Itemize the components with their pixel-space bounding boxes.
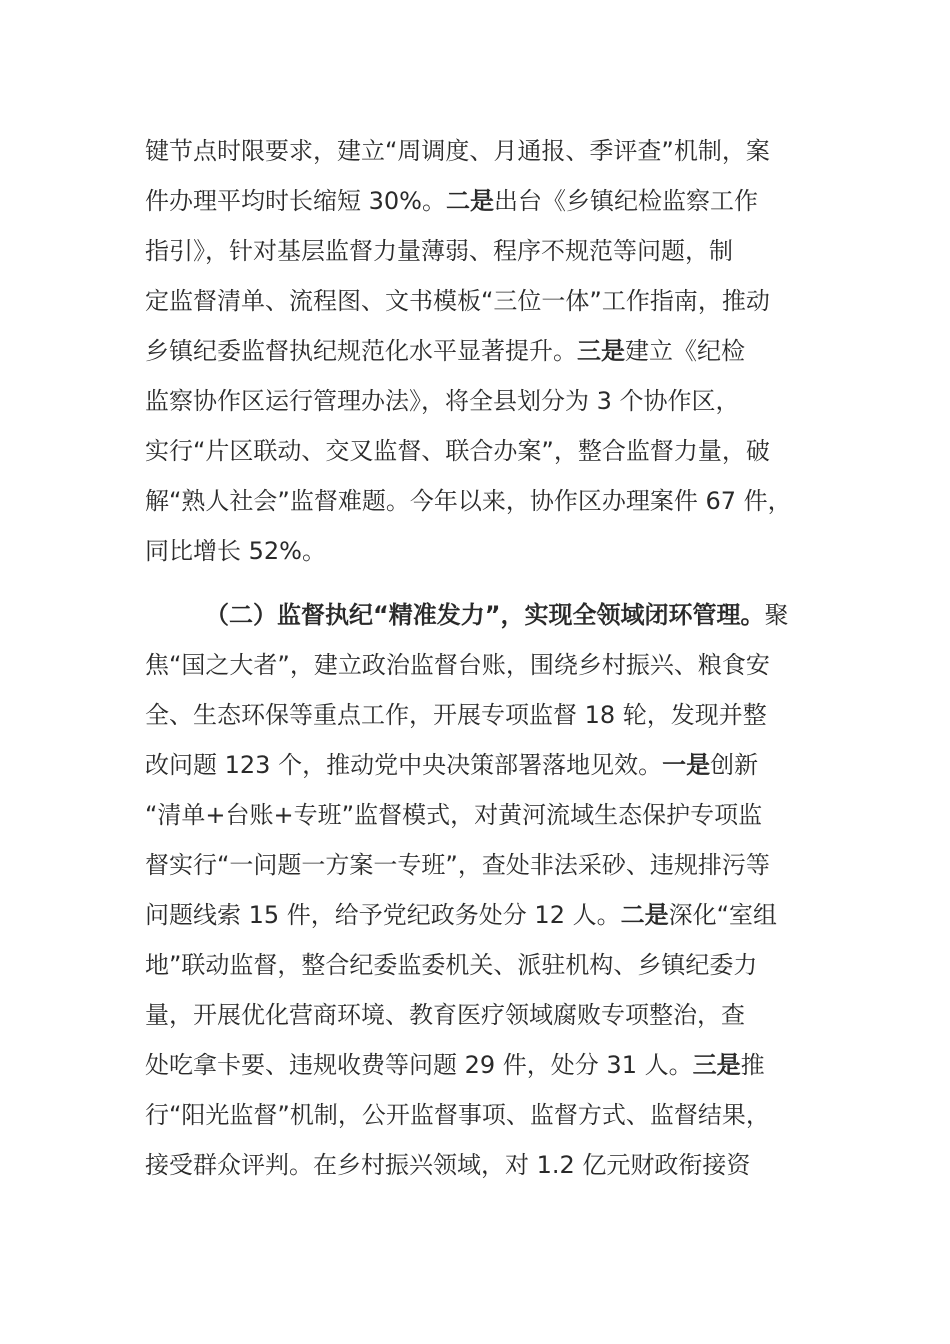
text-run: 推 [740,1051,765,1079]
text-line: 督实行“一问题一方案一专班”，查处非法采砂、违规排污等 [145,851,770,879]
emphasis-marker: 三是 [692,1051,741,1079]
text-run: 建立《纪检 [625,337,745,365]
text-line: 接受群众评判。在乡村振兴领域，对 1.2 亿元财政衔接资 [145,1151,751,1179]
text-line: 同比增长 52%。 [145,537,326,565]
text-line: 指引》，针对基层监督力量薄弱、程序不规范等问题，制 [145,237,733,265]
text-run: 聚 [764,601,789,629]
text-line [145,1040,835,1090]
emphasis-marker: 三是 [577,337,625,365]
text-line: 键节点时限要求，建立“周调度、月通报、季评查”机制，案 [145,137,770,165]
text-line: 实行“片区联动、交叉监督、联合办案”，整合监督力量，破 [145,437,770,465]
paragraph-2 [145,590,835,1190]
text-line: 地”联动监督，整合纪委监委机关、派驻机构、乡镇纪委力 [145,951,758,979]
text-line: 定监督清单、流程图、文书模板“三位一体”工作指南，推动 [145,287,770,315]
text-run: 处吃拿卡要、违规收费等问题 29 件，处分 31 人。 [145,1051,693,1079]
paragraph-1 [145,126,835,576]
emphasis-marker: 二是 [620,901,669,929]
text-line: 量，开展优化营商环境、教育医疗领域腐败专项整治，查 [145,1001,745,1029]
section-heading: （二）监督执纪“精准发力”，实现全领域闭环管理。 [205,601,765,629]
emphasis-marker: 二是 [445,187,494,215]
text-run: 深化“室组 [668,901,778,929]
text-line: 焦“国之大者”，建立政治监督台账，围绕乡村振兴、粮食安 [145,651,770,679]
text-run: 改问题 123 个，推动党中央决策部署落地见效。 [145,751,663,779]
text-line [145,590,835,640]
text-line: 解“熟人社会”监督难题。今年以来，协作区办理案件 67 件， [145,487,792,515]
text-line: 行“阳光监督”机制，公开监督事项、监督方式、监督结果， [145,1101,770,1129]
text-line: 监察协作区运行管理办法》，将全县划分为 3 个协作区， [145,387,740,415]
text-line [145,740,835,790]
text-line [145,890,835,940]
text-line [145,176,835,226]
paragraph-gap [145,576,835,590]
text-line: “清单+台账+专班”监督模式，对黄河流域生态保护专项监 [145,801,763,829]
text-run: 创新 [710,751,759,779]
text-line: 全、生态环保等重点工作，开展专项监督 18 轮，发现并整 [145,701,767,729]
text-line [145,326,835,376]
text-run: 乡镇纪委监督执纪规范化水平显著提升。 [145,337,577,365]
text-run: 件办理平均时长缩短 30%。 [145,187,446,215]
text-run: 出台《乡镇纪检监察工作 [493,187,758,215]
text-run: 问题线索 15 件，给予党纪政务处分 12 人。 [145,901,621,929]
body-text [145,126,835,1190]
emphasis-marker: 一是 [662,751,711,779]
